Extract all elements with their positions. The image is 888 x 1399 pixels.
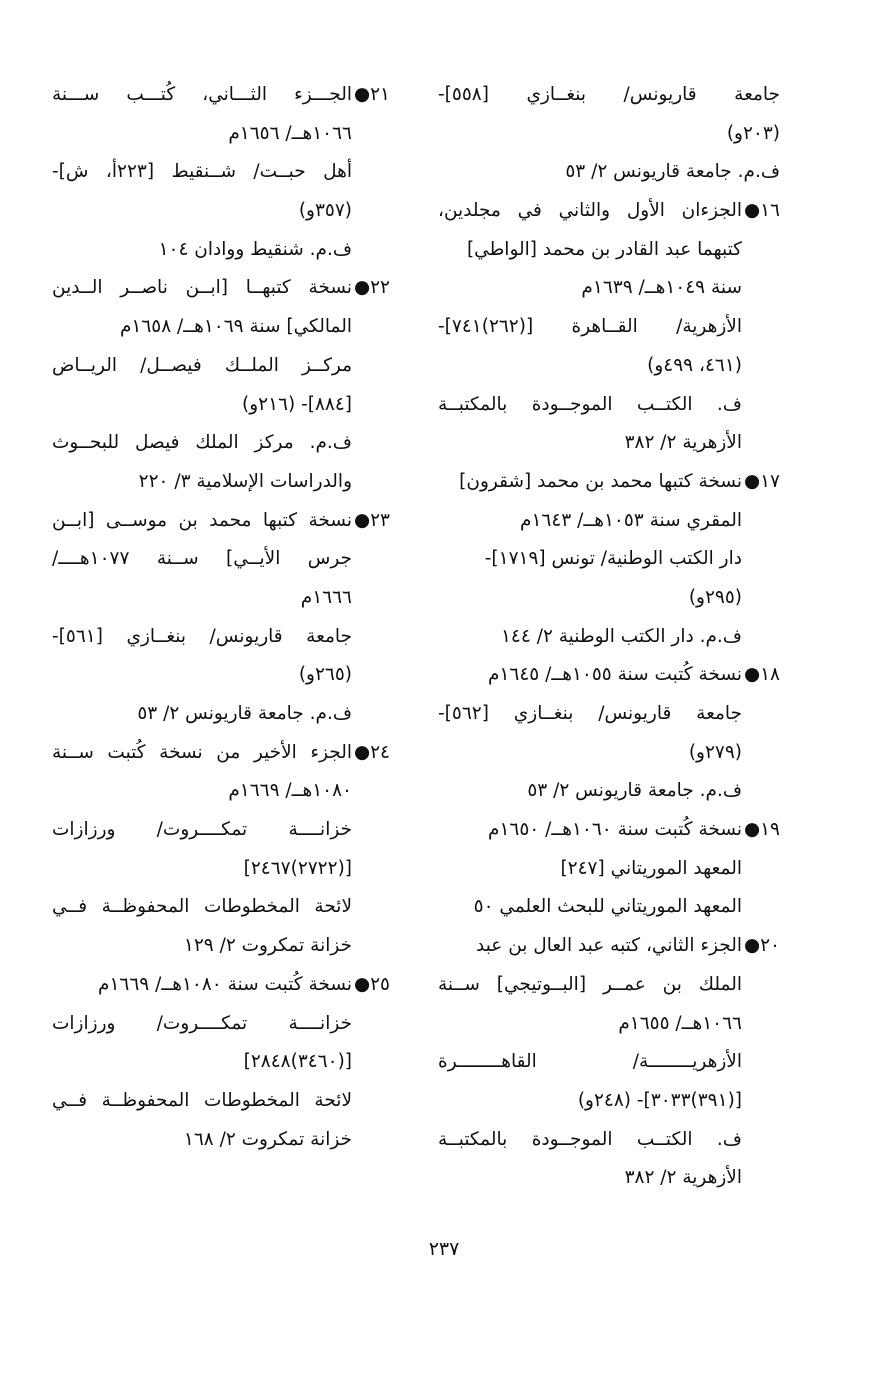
- entry-first-line: [438, 811, 780, 850]
- entry-line-row: [438, 231, 780, 270]
- entry-line: ١٠٦٦هــ/ ١٦٥٦م: [228, 122, 352, 144]
- entry-line-row: [438, 347, 780, 386]
- entry-line-row: [438, 424, 780, 463]
- entry-number: ٢٤●: [353, 741, 390, 763]
- entry-number: ١٨●: [743, 664, 780, 686]
- entry-line-row: [438, 734, 780, 773]
- entry-line-row: [438, 1043, 780, 1082]
- entry-line: لائحة المخطوطات المحفوظــة فــي: [52, 1089, 352, 1111]
- entry-first-line: [52, 966, 390, 1005]
- entry-number: ٢٣●: [353, 509, 390, 531]
- entry-line: (٢٧٩و): [688, 741, 742, 763]
- entry-line: ف.م. جامعة قاريونس ٢/ ٥٣: [137, 703, 352, 724]
- entry-line: (٢٦٥و): [298, 664, 352, 686]
- entry-line-row: [52, 850, 390, 889]
- entry-line-row: [438, 115, 780, 154]
- entry-line-row: [52, 695, 390, 734]
- entry-line-row: [438, 966, 780, 1005]
- entry-line: ف.م. جامعة قاريونس ٢/ ٥٣: [527, 780, 742, 802]
- entry-line-row: [438, 308, 780, 347]
- entry-line: [(٣٤٦٠)٢٨٤٨]: [243, 1051, 352, 1073]
- entry-line: ف.م. جامعة قاريونس ٢/ ٥٣: [565, 161, 780, 183]
- entry-line-row: [52, 811, 390, 850]
- entry-number: ١٦●: [743, 200, 780, 222]
- entry-line-row: [438, 618, 780, 657]
- entry-line: الجزء الثاني، كتبه عبد العال بن عبد: [475, 935, 742, 957]
- entry-line-row: [52, 888, 390, 927]
- entry-line-row: [438, 850, 780, 889]
- manuscript-entry: [438, 192, 780, 463]
- entry-line-row: [52, 231, 390, 270]
- entry-line-row: [52, 153, 390, 192]
- entry-line-row: [438, 386, 780, 425]
- entry-line: مركــز الملــك فيصــل/ الريــاض: [52, 354, 352, 376]
- entry-line: جامعة قاريونس/ بنغــازي [٥٦٢]-: [438, 703, 742, 724]
- entry-line-row: [438, 76, 780, 115]
- entry-first-line: [438, 656, 780, 695]
- entry-line-row: [438, 695, 780, 734]
- entry-line: الجزءان الأول والثاني في مجلدين،: [438, 200, 742, 222]
- entry-line: الأزهرية/ القــاهرة [(٢٦٢)٧٤١]-: [438, 316, 742, 338]
- entry-line: نسخة كتبها محمد بن موســى [ابــن: [52, 509, 352, 531]
- entry-line-row: [52, 656, 390, 695]
- entry-line: ف.م. مركز الملك فيصل للبحــوث: [52, 432, 352, 454]
- entry-number: ٢١●: [353, 84, 390, 105]
- entry-line-row: [438, 153, 780, 192]
- entry-first-line: [438, 192, 780, 231]
- left-column: [52, 76, 390, 1159]
- entry-line: ١٠٨٠هــ/ ١٦٦٩م: [228, 780, 352, 802]
- entry-line: ف.م. شنقيط ووادان ١٠٤: [158, 238, 352, 260]
- entry-line: نسخة كُتبت سنة ١٠٦٠هــ/ ١٦٥٠م: [488, 819, 742, 841]
- entry-first-line: [52, 76, 390, 115]
- entry-line-row: [52, 618, 390, 657]
- entry-line: نسخة كُتبت سنة ١٠٨٠هــ/ ١٦٦٩م: [98, 973, 352, 995]
- entry-line: خزانــــة تمكــــروت/ ورزازات: [52, 819, 352, 841]
- entry-line: نسخة كتبها محمد بن محمد [شقرون]: [459, 470, 742, 492]
- entry-line: سنة ١٠٤٩هــ/ ١٦٣٩م: [581, 277, 742, 299]
- entry-line: المعهد الموريتاني [٢٤٧]: [560, 857, 742, 879]
- entry-line: خزانة تمكروت ٢/ ١٦٨: [183, 1128, 352, 1150]
- entry-line: الملك بن عمــر [البــوتيجي] ســنة: [438, 973, 742, 995]
- entry-first-line: [52, 269, 390, 308]
- entry-line-row: [52, 115, 390, 154]
- manuscript-entry: [52, 734, 390, 966]
- entry-line-row: [438, 1159, 780, 1198]
- entry-line: المعهد الموريتاني للبحث العلمي ٥٠: [473, 896, 742, 918]
- manuscript-entry: [438, 656, 780, 811]
- right-column: [438, 76, 780, 1198]
- entry-line: خزانة تمكروت ٢/ ١٢٩: [183, 935, 352, 957]
- entry-line: [٨٨٤]- (٢١٦و): [242, 393, 352, 415]
- entry-line-row: [438, 888, 780, 927]
- entry-line: لائحة المخطوطات المحفوظــة فــي: [52, 896, 352, 918]
- entry-line-row: [52, 540, 390, 579]
- entry-line: ١٦٦٦م: [300, 586, 352, 608]
- entry-line-row: [52, 1043, 390, 1082]
- manuscript-entry: [52, 76, 390, 269]
- entry-number: ٢٥●: [353, 973, 390, 995]
- entry-line: دار الكتب الوطنية/ تونس [١٧١٩]-: [484, 548, 742, 570]
- entry-line: والدراسات الإسلامية ٣/ ٢٢٠: [138, 470, 352, 492]
- entry-first-line: [438, 463, 780, 502]
- entry-line: ف. الكتــب الموجــودة بالمكتبــة: [438, 393, 742, 415]
- entry-line: ف.م. دار الكتب الوطنية ٢/ ١٤٤: [501, 625, 742, 647]
- entry-line: المقري سنة ١٠٥٣هــ/ ١٦٤٣م: [520, 509, 742, 531]
- entry-line: جرس الأيــي] ســنة ١٠٧٧هــــ/: [52, 548, 352, 570]
- entry-line-row: [52, 463, 390, 502]
- entry-line-row: [52, 308, 390, 347]
- entry-line-row: [52, 347, 390, 386]
- entry-line: (٣٥٧و): [298, 200, 352, 222]
- entry-line: جامعة قاريونس/ بنغــازي [٥٥٨]-: [438, 84, 780, 105]
- entry-line: ف. الكتــب الموجــودة بالمكتبــة: [438, 1128, 742, 1150]
- entry-line: كتبهما عبد القادر بن محمد [الواطي]: [466, 238, 742, 260]
- page-number: ٢٣٧: [428, 1238, 460, 1260]
- entry-line-row: [52, 1121, 390, 1160]
- entry-line: الأزهرية ٢/ ٣٨٢: [624, 1167, 742, 1189]
- entry-line-row: [438, 772, 780, 811]
- entry-line: (٢٩٥و): [688, 586, 742, 608]
- manuscript-entry: [438, 463, 780, 656]
- entry-line-row: [52, 927, 390, 966]
- entry-line-row: [438, 1121, 780, 1160]
- entry-line: جامعة قاريونس/ بنغــازي [٥٦١]-: [52, 625, 352, 647]
- entry-line-row: [438, 579, 780, 618]
- entry-line-row: [52, 579, 390, 618]
- manuscript-entry: [52, 966, 390, 1159]
- entry-line: [(٣٩١)٣٠٣٣]- (٢٤٨و): [577, 1089, 742, 1111]
- manuscript-entry: [52, 502, 390, 734]
- entry-line: (٤٦١، ٤٩٩و): [647, 354, 742, 376]
- entry-line: خزانــــة تمكــــروت/ ورزازات: [52, 1012, 352, 1034]
- entry-line-row: [52, 1005, 390, 1044]
- entry-continuation: [438, 76, 780, 192]
- entry-line: [(٢٧٢٢)٢٤٦٧]: [243, 857, 352, 879]
- entry-line-row: [438, 1005, 780, 1044]
- entry-line-row: [52, 386, 390, 425]
- entry-line-row: [52, 772, 390, 811]
- entry-line: ١٠٦٦هــ/ ١٦٥٥م: [618, 1012, 742, 1034]
- manuscript-entry: [52, 269, 390, 501]
- entry-number: ١٧●: [743, 470, 780, 492]
- entry-line-row: [52, 424, 390, 463]
- entry-line: نسخة كتبهــا [ابــن ناصــر الــدين: [52, 277, 352, 299]
- entry-line: المالكي] سنة ١٠٦٩هــ/ ١٦٥٨م: [119, 316, 352, 338]
- entry-line-row: [438, 1082, 780, 1121]
- entry-number: ٢٠●: [743, 935, 780, 957]
- entry-line-row: [438, 502, 780, 541]
- entry-line: الجزء الأخير من نسخة كُتبت ســنة: [52, 741, 352, 763]
- manuscript-entry: [438, 927, 780, 1198]
- entry-first-line: [52, 502, 390, 541]
- entry-line-row: [52, 1082, 390, 1121]
- entry-line: نسخة كُتبت سنة ١٠٥٥هــ/ ١٦٤٥م: [488, 664, 742, 686]
- entry-line-row: [438, 540, 780, 579]
- entry-line-row: [438, 269, 780, 308]
- entry-number: ١٩●: [743, 819, 780, 841]
- entry-line: (٢٠٣و): [726, 122, 780, 144]
- manuscript-entry: [438, 811, 780, 927]
- entry-line: الأزهرية ٢/ ٣٨٢: [624, 432, 742, 454]
- entry-number: ٢٢●: [353, 277, 390, 299]
- entry-line-row: [52, 192, 390, 231]
- entry-first-line: [438, 927, 780, 966]
- entry-line: الأزهريــــــــة/ القاهــــــــرة: [438, 1051, 742, 1073]
- entry-line: أهل حبــت/ شــنقيط [٢٢٣أ، ش]-: [52, 161, 353, 183]
- entry-first-line: [52, 734, 390, 773]
- entry-line: الجـــزء الثـــاني، كُتـــب ســـنة: [52, 84, 352, 105]
